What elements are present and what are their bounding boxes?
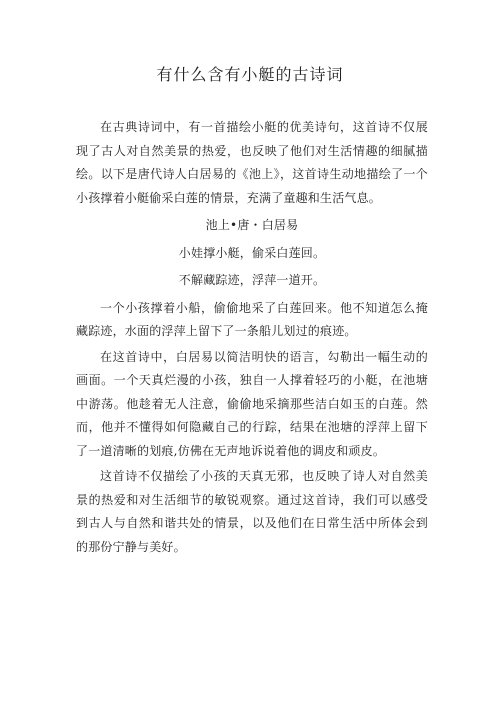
poem-heading: 池上•唐・白居易 <box>205 218 299 232</box>
document-title: 有什么含有小艇的古诗词 <box>156 65 344 84</box>
poem-block <box>76 214 428 293</box>
conclusion-paragraph: 这首诗不仅描绘了小孩的天真无邪，也反映了诗人对自然美景的热爱和对生活细节的敏锐观察。通过这首诗，我们可以感受到古人与自然和谐共处的情景，以及他们在日常生活中所体会到的那份宁静与美好。 <box>76 469 428 554</box>
poem-line-2: 不解藏踪迹，浮萍一道开。 <box>178 273 326 287</box>
translation-paragraph: 一个小孩撑着小船，偷偷地采了白莲回来。他不知道怎么掩藏踪迹，水面的浮萍上留下了一条船儿划过的痕迹。 <box>76 300 428 338</box>
intro-paragraph: 在古典诗词中，有一首描绘小艇的优美诗句，这首诗不仅展现了古人对自然美景的热爱，也反映了他们对生活情趣的细腻描绘。以下是唐代诗人白居易的《池上》，这首诗生动地描绘了一个小孩撑着小艇偷采白莲的情景，充满了童趣和生活气息。 <box>76 120 428 205</box>
analysis-paragraph: 在这首诗中，白居易以简洁明快的语言，勾勒出一幅生动的画面。一个天真烂漫的小孩，独自一人撑着轻巧的小艇，在池塘中游荡。他趁着无人注意，偷偷地采摘那些洁白如玉的白莲。然而，他并不懂得如何隐藏自己的行踪，结果在池塘的浮萍上留下了一道清晰的划痕,仿佛在无声地诉说着他的调皮和顽皮。 <box>76 349 428 458</box>
poem-line-1: 小娃撑小艇，偷采白莲回。 <box>178 245 326 260</box>
document-body <box>76 116 428 561</box>
